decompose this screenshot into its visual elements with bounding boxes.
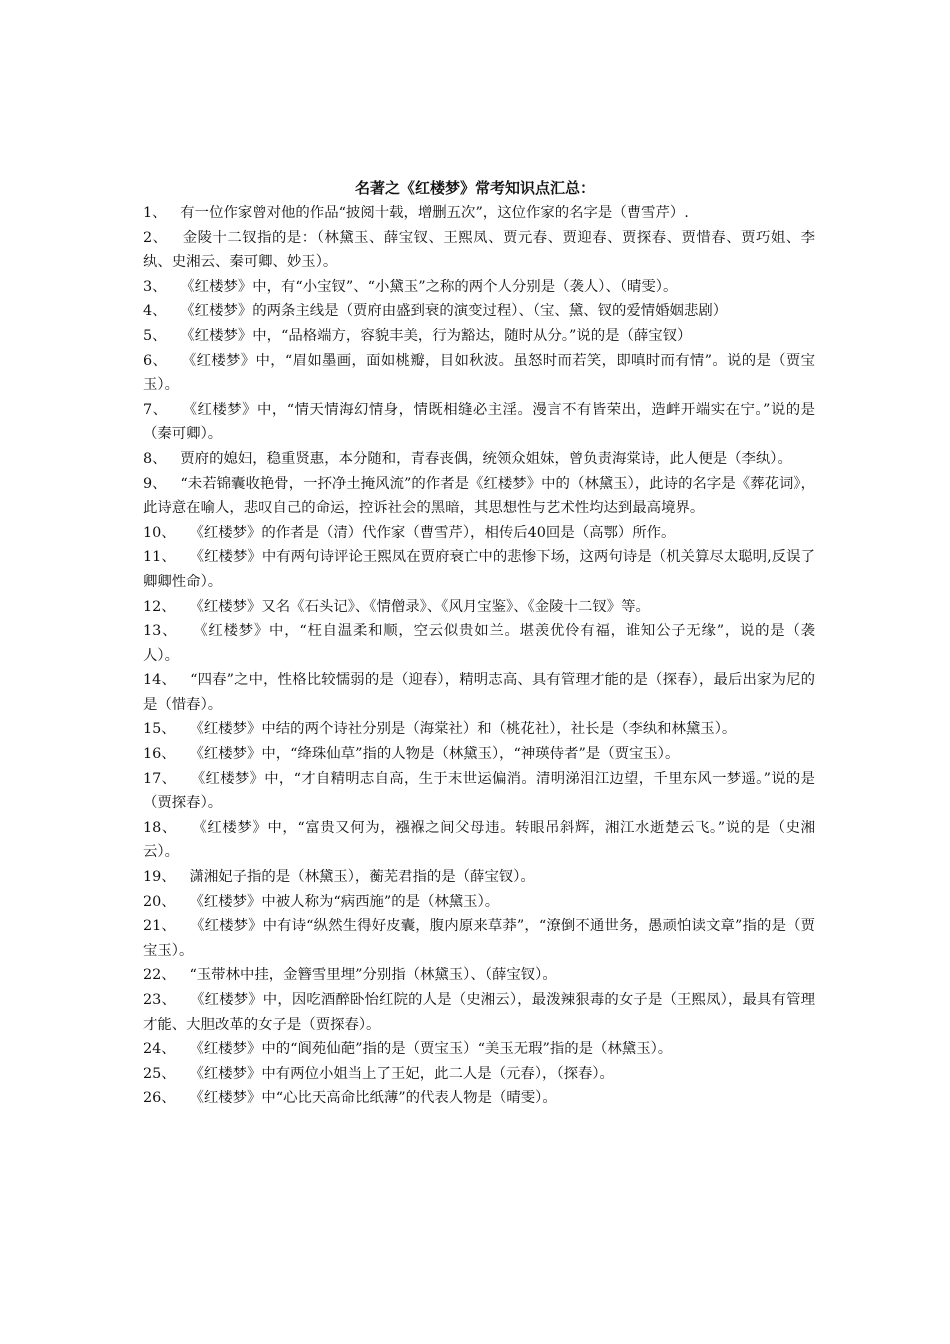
item-spacer (176, 599, 190, 615)
item-spacer (177, 820, 193, 836)
list-item (143, 349, 815, 398)
item-text: 《红楼梦》中“心比天高命比纸薄”的代表人物是（晴雯）。 (189, 1090, 557, 1107)
item-text: 《红楼梦》中有两位小姐当上了王妃，此二人是（元春），（探春）。 (189, 1065, 614, 1082)
document-title: 名著之《红楼梦》常考知识点汇总： (354, 179, 595, 197)
list-item (143, 816, 815, 865)
item-number: 15、 (143, 721, 176, 738)
item-spacer (167, 303, 181, 319)
item-spacer (167, 328, 181, 344)
list-item (143, 1062, 815, 1087)
item-number: 7、 (143, 401, 168, 418)
list-item (143, 619, 815, 668)
item-number: 8、 (143, 450, 167, 467)
item-number: 19、 (143, 869, 176, 886)
list-item (143, 201, 815, 226)
item-text: 《红楼梦》中，“品格端方，容貌丰美，行为豁达，随时从分。”说的是（薛宝钗） (180, 327, 692, 344)
item-number: 2、 (143, 229, 168, 246)
item-number: 11、 (143, 549, 176, 566)
item-text: 贾府的媳妇，稳重贤惠，本分随和，青春丧偶，统领众姐妹，曾负责海棠诗，此人便是（李纨）。 (180, 450, 792, 467)
list-item (143, 1037, 815, 1062)
item-text: 《红楼梦》中有两句诗评论王熙凤在贾府衰亡中的悲惨下场，这两句诗是（机关算尽太聪明,反误了卿卿性命）。 (143, 549, 816, 590)
item-spacer (176, 1066, 190, 1082)
item-number: 3、 (143, 278, 167, 295)
item-number: 18、 (143, 819, 177, 836)
item-number: 25、 (143, 1065, 176, 1082)
item-text: “未若锦囊收艳骨，一抔净土掩风流”的作者是《红楼梦》中的（林黛玉），此诗的名字是《葬花词》，此诗意在喻人，悲叹自己的命运，控诉社会的黑暗，其思想性与艺术性均达到最高境界。 (143, 475, 815, 517)
item-text: 《红楼梦》中的“阆苑仙葩”指的是（贾宝玉）“美玉无瑕”指的是（林黛玉）。 (189, 1041, 673, 1058)
item-number: 14、 (143, 672, 176, 689)
item-spacer (176, 549, 190, 565)
item-spacer (176, 894, 190, 910)
list-item (143, 742, 815, 767)
item-spacer (167, 279, 181, 295)
knowledge-point-list (143, 201, 815, 1111)
item-spacer (167, 476, 181, 492)
item-text: 《红楼梦》的两条主线是（贾府由盛到衰的演变过程）、（宝、黛、钗的爱情婚姻悲剧） (180, 303, 728, 320)
item-spacer (176, 1090, 190, 1106)
list-item (143, 545, 815, 594)
list-item (143, 521, 815, 546)
item-number: 6、 (143, 352, 168, 369)
item-text: 《红楼梦》中，“枉自温柔和顺，空云似贵如兰。堪羡优伶有福，谁知公子无缘”，说的是（袭人）。 (143, 623, 815, 664)
item-spacer (167, 205, 181, 221)
list-item (143, 914, 815, 963)
item-spacer (176, 918, 190, 934)
item-text: “四春”之中，性格比较懦弱的是（迎春），精明志高、具有管理才能的是（探春），最后出家为尼的是（惜春）。 (143, 672, 815, 713)
item-text: 《红楼梦》中，“眉如墨画，面如桃瓣，目如秋波。虽怒时而若笑，即嗔时而有情”。说的是（贾宝玉）。 (143, 352, 815, 394)
list-item (143, 890, 815, 915)
item-number: 24、 (143, 1041, 176, 1058)
item-number: 13、 (143, 623, 178, 640)
item-text: “玉带林中挂，金簪雪里埋”分别指（林黛玉）、（薛宝钗）。 (189, 967, 557, 984)
item-spacer (176, 746, 190, 762)
item-text: 潇湘妃子指的是（林黛玉），蘅芜君指的是（薛宝钗）。 (189, 869, 535, 886)
item-number: 16、 (143, 746, 176, 763)
list-item (143, 226, 815, 275)
item-spacer (176, 525, 190, 541)
list-item (143, 595, 815, 620)
item-spacer (176, 1041, 190, 1057)
item-spacer (176, 869, 190, 885)
item-text: 《红楼梦》中，“才自精明志自高，生于末世运偏消。清明涕泪江边望，千里东风一梦遥。”说的是（贾探春）。 (143, 770, 815, 812)
item-text: 《红楼梦》中有诗“纵然生得好皮囊，腹内原来草莽”，“潦倒不通世务，愚顽怕读文章”指的是（贾宝玉）。 (143, 918, 815, 959)
item-number: 17、 (143, 770, 177, 787)
item-spacer (167, 353, 182, 369)
list-item (143, 447, 815, 472)
item-text: 《红楼梦》中，有“小宝钗”、“小黛玉”之称的两个人分别是（袭人）、（晴雯）。 (180, 278, 678, 295)
item-spacer (167, 451, 181, 467)
item-text: 有一位作家曾对他的作品“披阅十载，增删五次”，这位作家的名字是（曹雪芹）. (180, 205, 689, 221)
list-item (143, 299, 815, 324)
item-text: 《红楼梦》中，“富贵又何为，襁褓之间父母违。转眼吊斜辉，湘江水逝楚云飞。”说的是（史湘云）。 (143, 819, 815, 861)
item-text: 金陵十二钗指的是：（林黛玉、薛宝钗、王熙凤、贾元春、贾迎春、贾探春、贾惜春、贾巧姐、李纨、史湘云、秦可卿、妙玉）。 (143, 229, 815, 271)
list-item (143, 767, 815, 816)
item-number: 9、 (143, 475, 167, 492)
list-item (143, 1086, 815, 1111)
item-text: 《红楼梦》中，“绛珠仙草”指的人物是（林黛玉），“神瑛侍者”是（贾宝玉）。 (189, 746, 680, 763)
item-spacer (176, 771, 191, 787)
list-item (143, 865, 815, 890)
list-item (143, 275, 815, 300)
item-text: 《红楼梦》中，“情天情海幻情身，情既相缝必主淫。漫言不有皆荣出，造衅开端实在宁。”说的是（秦可卿）。 (143, 401, 815, 443)
item-number: 26、 (143, 1090, 176, 1107)
item-text: 《红楼梦》中被人称为“病西施”的是（林黛玉）。 (189, 893, 500, 910)
item-spacer (168, 402, 183, 418)
item-number: 22、 (143, 967, 176, 984)
item-number: 23、 (143, 992, 176, 1008)
item-text: 《红楼梦》中，因吃酒醉卧怡红院的人是（史湘云），最泼辣狠毒的女子是（王熙凤），最具有管理才能、大胆改革的女子是（贾探春）。 (143, 992, 815, 1033)
list-item (143, 324, 815, 349)
item-spacer (176, 672, 190, 688)
item-number: 10、 (143, 524, 176, 541)
item-text: 《红楼梦》中结的两个诗社分别是（海棠社）和（桃花社），社长是（李纨和林黛玉）。 (189, 721, 737, 738)
item-spacer (168, 230, 183, 246)
item-text: 《红楼梦》又名《石头记》、《情僧录》、《风月宝鉴》、《金陵十二钗》等。 (189, 598, 650, 615)
item-number: 4、 (143, 303, 167, 320)
item-spacer (176, 992, 190, 1008)
item-number: 20、 (143, 893, 176, 910)
item-number: 1、 (143, 205, 167, 221)
list-item (143, 963, 815, 988)
list-item (143, 472, 815, 521)
list-item (143, 717, 815, 742)
item-spacer (176, 721, 190, 737)
item-spacer (176, 967, 190, 983)
item-number: 21、 (143, 918, 176, 935)
item-number: 5、 (143, 327, 167, 344)
item-spacer (177, 623, 193, 639)
list-item (143, 668, 815, 717)
item-number: 12、 (143, 598, 176, 615)
list-item (143, 988, 815, 1037)
item-text: 《红楼梦》的作者是（清）代作家（曹雪芹），相传后40回是（高鄂）所作。 (189, 524, 676, 541)
list-item (143, 398, 815, 447)
